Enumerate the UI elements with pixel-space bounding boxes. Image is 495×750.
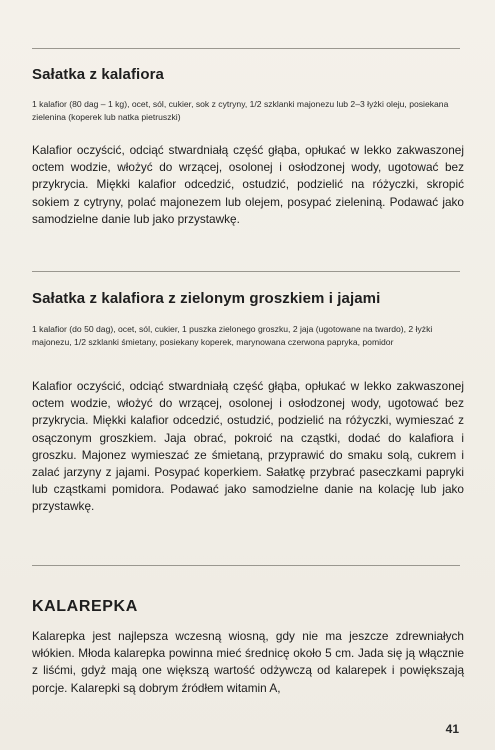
- page-number: 41: [445, 722, 459, 736]
- recipe-2-ingredients: 1 kalafior (do 50 dag), ocet, sól, cukier, 1 puszka zielonego groszku, 2 jaja (ugotowane na twardo), 2 łyżki majonezu, 1/2 szklanki śmietany, posiekany koperek, marynowana czerwona papryka, pomidor: [32, 324, 433, 347]
- recipe-1-title: Sałatka z kalafiora: [32, 66, 164, 83]
- divider-2: [32, 271, 460, 272]
- section-text: Kalarepka jest najlepsza wczesną wiosną, gdy nie ma jeszcze zdrewniałych włókien. Młoda kalarepka powinna mieć średnicę około 5 cm. Jada się ją włącznie z liśćmi, gdyż mają one większą wartość odżywczą od kalarepek i powiększają porcje. Kalarepki są dobrym źródłem witamin A,: [32, 629, 464, 695]
- recipe-2-title: Sałatka z kalafiora z zielonym groszkiem i jajami: [32, 290, 381, 307]
- top-divider: [32, 48, 460, 49]
- recipe-2-instructions: Kalafior oczyścić, odciąć stwardniałą część głąba, opłukać w lekko zakwaszonej octem wodzie, włożyć do wrzącej, osolonej i osłodzonej wody, ugotować bez przykrycia. Miękki kalafior odcedzić, ostudzić, podzielić na różyczki, wymieszać z osączonym groszkiem. Jaja obrać, pokroić na cząstki, dodać do kalafiora i groszku. Majonez wymieszać ze śmietaną, przyprawić do smaku solą, cukrem i zalać jarzyny z jajami. Posypać koperkiem. Sałatkę przybrać paseczkami papryki lub cząstkami pomidora. Podawać jako samodzielne danie na kolację lub jako przystawkę.: [32, 379, 464, 514]
- recipe-1-instructions: Kalafior oczyścić, odciąć stwardniałą część głąba, opłukać w lekko zakwaszonej octem wodzie, włożyć do wrzącej, osolonej i osłodzonej wody, ugotować bez przykrycia. Miękki kalafior odcedzić, ostudzić, podzielić na różyczki, skropić sokiem z cytryny, polać majonezem lub olejem, posypać zieleniną. Podawać jako samodzielne danie lub jako przystawkę.: [32, 143, 464, 226]
- recipe-1-ingredients: 1 kalafior (80 dag – 1 kg), ocet, sól, cukier, sok z cytryny, 1/2 szklanki majonezu lub 2–3 łyżki oleju, posiekana zielenina (koperek lub natka pietruszki): [32, 99, 449, 122]
- section-title: KALAREPKA: [32, 598, 138, 615]
- divider-3: [32, 565, 460, 566]
